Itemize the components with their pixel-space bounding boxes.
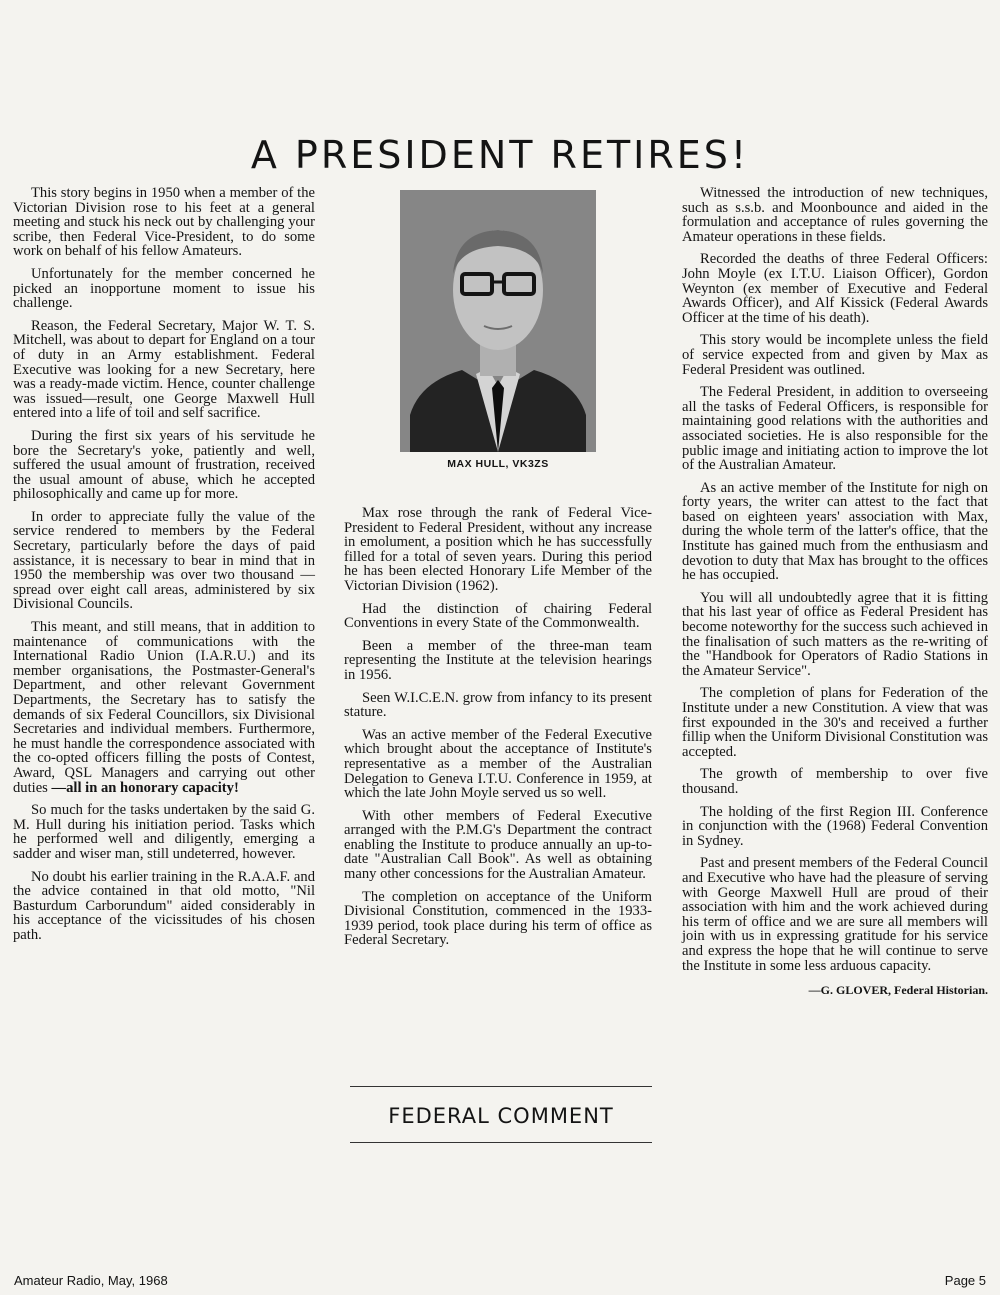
paragraph: Recorded the deaths of three Federal Officers: John Moyle (ex I.T.U. Liaison Officer), Gordon Weynton (ex member of Executive and Federal Awards Officer), and Alf Kissick (Federal Awards Officer at the time of his death). (682, 251, 988, 326)
portrait-illustration (400, 190, 596, 452)
portrait-photo (400, 190, 596, 452)
paragraph: You will all undoubtedly agree that it is fitting that his last year of office as Federal President has become noteworthy for the success such achieved in the finalisation of such matters as the re-writing of the "Handbook for Operators of Radio Stations in the Amateur Service". (682, 589, 988, 679)
paragraph: Had the distinction of chairing Federal Conventions in every State of the Commonwealth. (344, 600, 652, 632)
paragraph-text: This meant, and still means, that in addition to maintenance of communications with the International Radio Union (I.A.R.U.) and its member organisations, the Postmaster-General's Department, and other relevant Government Departments, the Secretary has to satisfy the demands of six Federal Councillors, six Divisional Secretaries and individual members. Furthermore, he must handle the correspondence associated with the co-opted officers filling the posts of Contest, Award, QSL Managers and carrying out other duties (13, 619, 315, 796)
section-rule-top (350, 1086, 652, 1087)
section-rule-bottom (350, 1142, 652, 1143)
paragraph: The growth of membership to over five thousand. (682, 766, 988, 797)
column-3 (682, 186, 988, 981)
paragraph: The holding of the first Region III. Conference in conjunction with the (1968) Federal Convention in Sydney. (682, 803, 988, 849)
paragraph-with-emphasis (13, 620, 315, 795)
paragraph: In order to appreciate fully the value of the service rendered to members by the Federal Secretary, particularly before the days of paid assistance, it is necessary to bear in mind that in 1950 the membership was over two thousand —spread over eight call areas, administered by six Divisional Councils. (13, 508, 315, 613)
paragraph: Max rose through the rank of Federal Vice-President to Federal President, without any increase in emolument, a position which he has successfully filled for a total of seven years. During this period he has been elected Honorary Life Member of the Victorian Division (1962). (344, 505, 652, 594)
paragraph: Unfortunately for the member concerned he picked an inopportune moment to issue his challenge. (13, 265, 315, 312)
photo-caption: MAX HULL, VK3ZS (447, 458, 549, 470)
paragraph: So much for the tasks undertaken by the said G. M. Hull during his initiation period. Tasks which he performed well and diligently, emerging a sadder and wiser man, still undeterred, however. (13, 802, 315, 862)
paragraph: Reason, the Federal Secretary, Major W. T. S. Mitchell, was about to depart for England on a tour of duty in an Army establishment. Federal Executive was looking for a new Secretary, here was a ready-made victim. Hence, counter challenge was issued—result, one George Maxwell Hull entered into a life of toil and self sacrifice. (13, 317, 315, 422)
paragraph: Been a member of the three-man team representing the Institute at the television hearings in 1956. (344, 637, 652, 683)
paragraph: The completion of plans for Federation of the Institute under a new Constitution. A view that was first expounded in the 30's and received a further fillip when the Uniform Divisional Constitution was accepted. (682, 685, 988, 760)
paragraph: Seen W.I.C.E.N. grow from infancy to its present stature. (344, 689, 652, 721)
emphasis-text: —all in an honorary capacity! (51, 779, 239, 796)
paragraph: No doubt his earlier training in the R.A.A.F. and the advice contained in that old motto, "Nil Basturdum Carborundum" aided considerably in his acceptance of the vicissitudes of his chosen path. (13, 868, 315, 943)
paragraph: The Federal President, in addition to overseeing all the tasks of Federal Officers, is responsible for maintaining good relations with the authorities and associated societies. He is also responsible for the public image and initiating action to improve the lot of the Australian Amateur. (682, 384, 988, 474)
section-heading: FEDERAL COMMENT (388, 1104, 614, 1128)
paragraph: This story begins in 1950 when a member of the Victorian Division rose to his feet at a general meeting and stuck his neck out by challenging your scribe, then Federal Vice-President, to do some work on behalf of his fellow Amateurs. (13, 185, 315, 260)
author-signoff: —G. GLOVER, Federal Historian. (808, 983, 988, 997)
paragraph: During the first six years of his servitude he bore the Secretary's yoke, patiently and well, suffered the usual amount of frustration, received the usual amount of abuse, which he accepted philosophically and came up for more. (13, 427, 315, 503)
article-title: A PRESIDENT RETIRES! (250, 133, 750, 178)
paragraph: Witnessed the introduction of new techniques, such as s.s.b. and Moonbounce and aided in the formulation and acceptance of rules governing the Amateur operations in these fields. (682, 185, 988, 245)
paragraph: With other members of Federal Executive arranged with the P.M.G's Department the contract enabling the Institute to produce annually an up-to-date "Australian Call Book". As well as obtaining many other concessions for the Australian Amateur. (344, 807, 652, 883)
paragraph: Was an active member of the Federal Executive which brought about the acceptance of Institute's representative as a member of the Australian Delegation to Geneva I.T.U. Conference in 1959, at which the late John Moyle served us so well. (344, 726, 652, 802)
paragraph: This story would be incomplete unless the field of service expected from and given by Max as Federal President was outlined. (682, 332, 988, 378)
column-1 (13, 186, 315, 951)
footer-publication: Amateur Radio, May, 1968 (14, 1273, 168, 1288)
paragraph: The completion on acceptance of the Uniform Divisional Constitution, commenced in the 1933-1939 period, took place during his term of office as Federal Secretary. (344, 888, 652, 949)
paragraph: Past and present members of the Federal Council and Executive who have had the pleasure of serving with George Maxwell Hull are proud of their association with him and the work achieved during his term of office and we are sure all members will join with us in expressing gratitude for his service and express the hope that he will continue to serve the Institute in some less arduous capacity. (682, 855, 988, 974)
footer-page-number: Page 5 (944, 1273, 986, 1288)
column-2 (344, 506, 652, 956)
paragraph: As an active member of the Institute for nigh on forty years, the writer can attest to the fact that based on eighteen years' association with Max, during the whole term of the latter's office, that the Institute has gained much from the enthusiasm and devotion to duty that Max has brought to the offices he has occupied. (682, 479, 988, 584)
